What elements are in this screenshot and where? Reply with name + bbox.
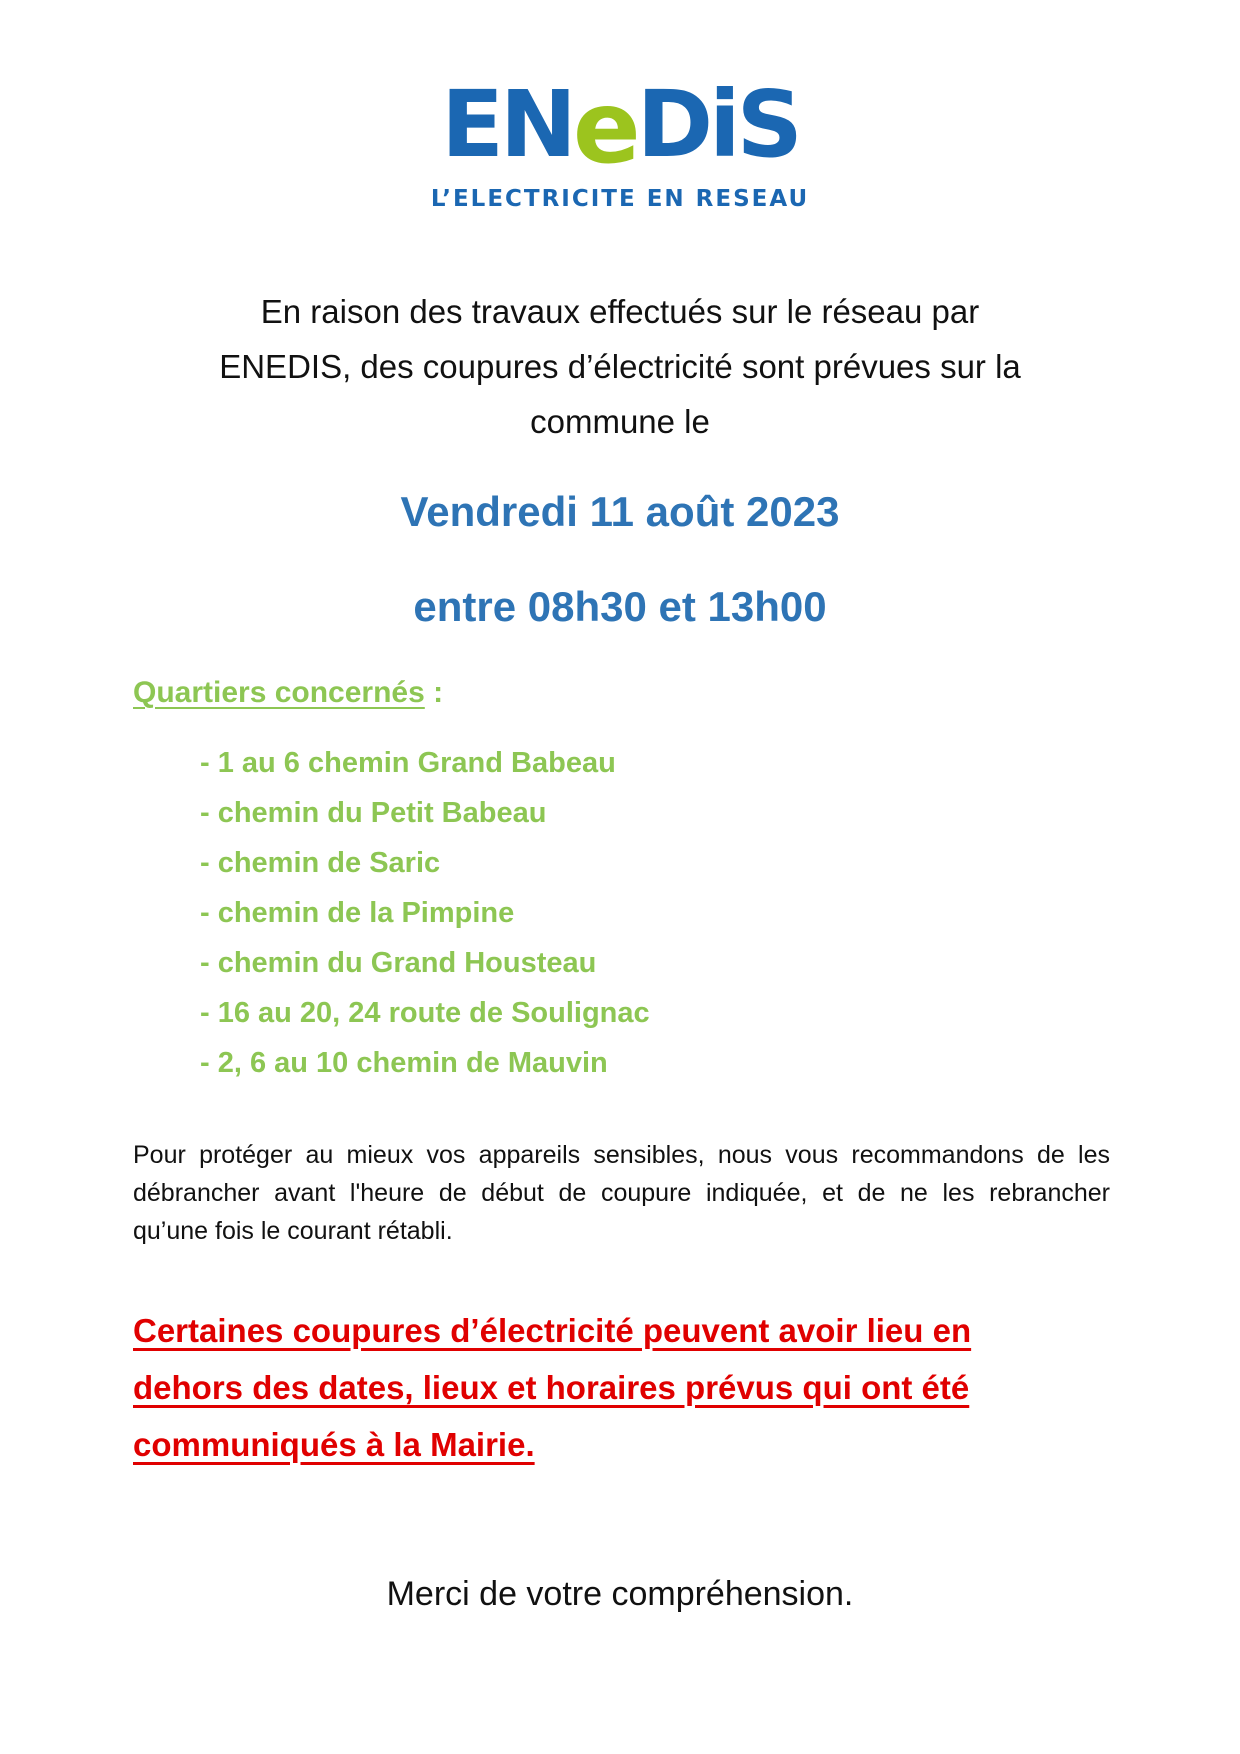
logo-green-e-icon: e: [572, 69, 637, 186]
quartier-list-item: - chemin du Petit Babeau: [200, 797, 547, 829]
advice-line: qu’une fois le courant rétabli.: [133, 1217, 453, 1245]
quartier-list-item: - 2, 6 au 10 chemin de Mauvin: [200, 1047, 608, 1079]
logo-text-blue-left: EN: [441, 71, 573, 178]
outage-date-heading: Vendredi 11 août 2023: [400, 488, 840, 535]
enedis-logo: [0, 69, 1240, 212]
enedis-logo-wordmark: [441, 69, 799, 186]
closing-line: Merci de votre compréhension.: [386, 1575, 854, 1613]
intro-paragraph: [0, 284, 1240, 449]
quartiers-heading-colon: :: [424, 676, 444, 709]
warning-line: dehors des dates, lieux et horaires prévus qui ont été: [133, 1369, 970, 1406]
quartier-list-item: - 1 au 6 chemin Grand Babeau: [200, 747, 616, 779]
quartier-list-item: - 16 au 20, 24 route de Soulignac: [200, 997, 650, 1029]
advice-paragraph: [133, 1136, 1110, 1250]
warning-line: Certaines coupures d’électricité peuvent avoir lieu en: [133, 1312, 972, 1349]
quartiers-list: [200, 738, 1240, 1088]
warning-line: communiqués à la Mairie.: [133, 1426, 535, 1463]
intro-line: En raison des travaux effectués sur le réseau par: [260, 293, 980, 330]
logo-text-blue-right: DiS: [636, 71, 799, 178]
warning-paragraph: [133, 1302, 1110, 1473]
intro-line: ENEDIS, des coupures d’électricité sont prévues sur la: [219, 348, 1021, 385]
quartiers-heading: [133, 676, 1240, 710]
quartiers-heading-label: Quartiers concernés: [133, 676, 425, 709]
quartier-list-item: - chemin de la Pimpine: [200, 897, 515, 929]
advice-line: Pour protéger au mieux vos appareils sensibles, nous vous recommandons de les: [133, 1141, 1110, 1169]
advice-line: débrancher avant l'heure de début de coupure indiquée, et de ne les rebrancher: [133, 1179, 1110, 1207]
intro-line: commune le: [530, 403, 710, 440]
logo-tagline: L’ELECTRICITE EN RESEAU: [430, 186, 810, 212]
outage-time-heading: entre 08h30 et 13h00: [413, 583, 827, 630]
quartier-list-item: - chemin de Saric: [200, 847, 441, 879]
quartier-list-item: - chemin du Grand Housteau: [200, 947, 597, 979]
